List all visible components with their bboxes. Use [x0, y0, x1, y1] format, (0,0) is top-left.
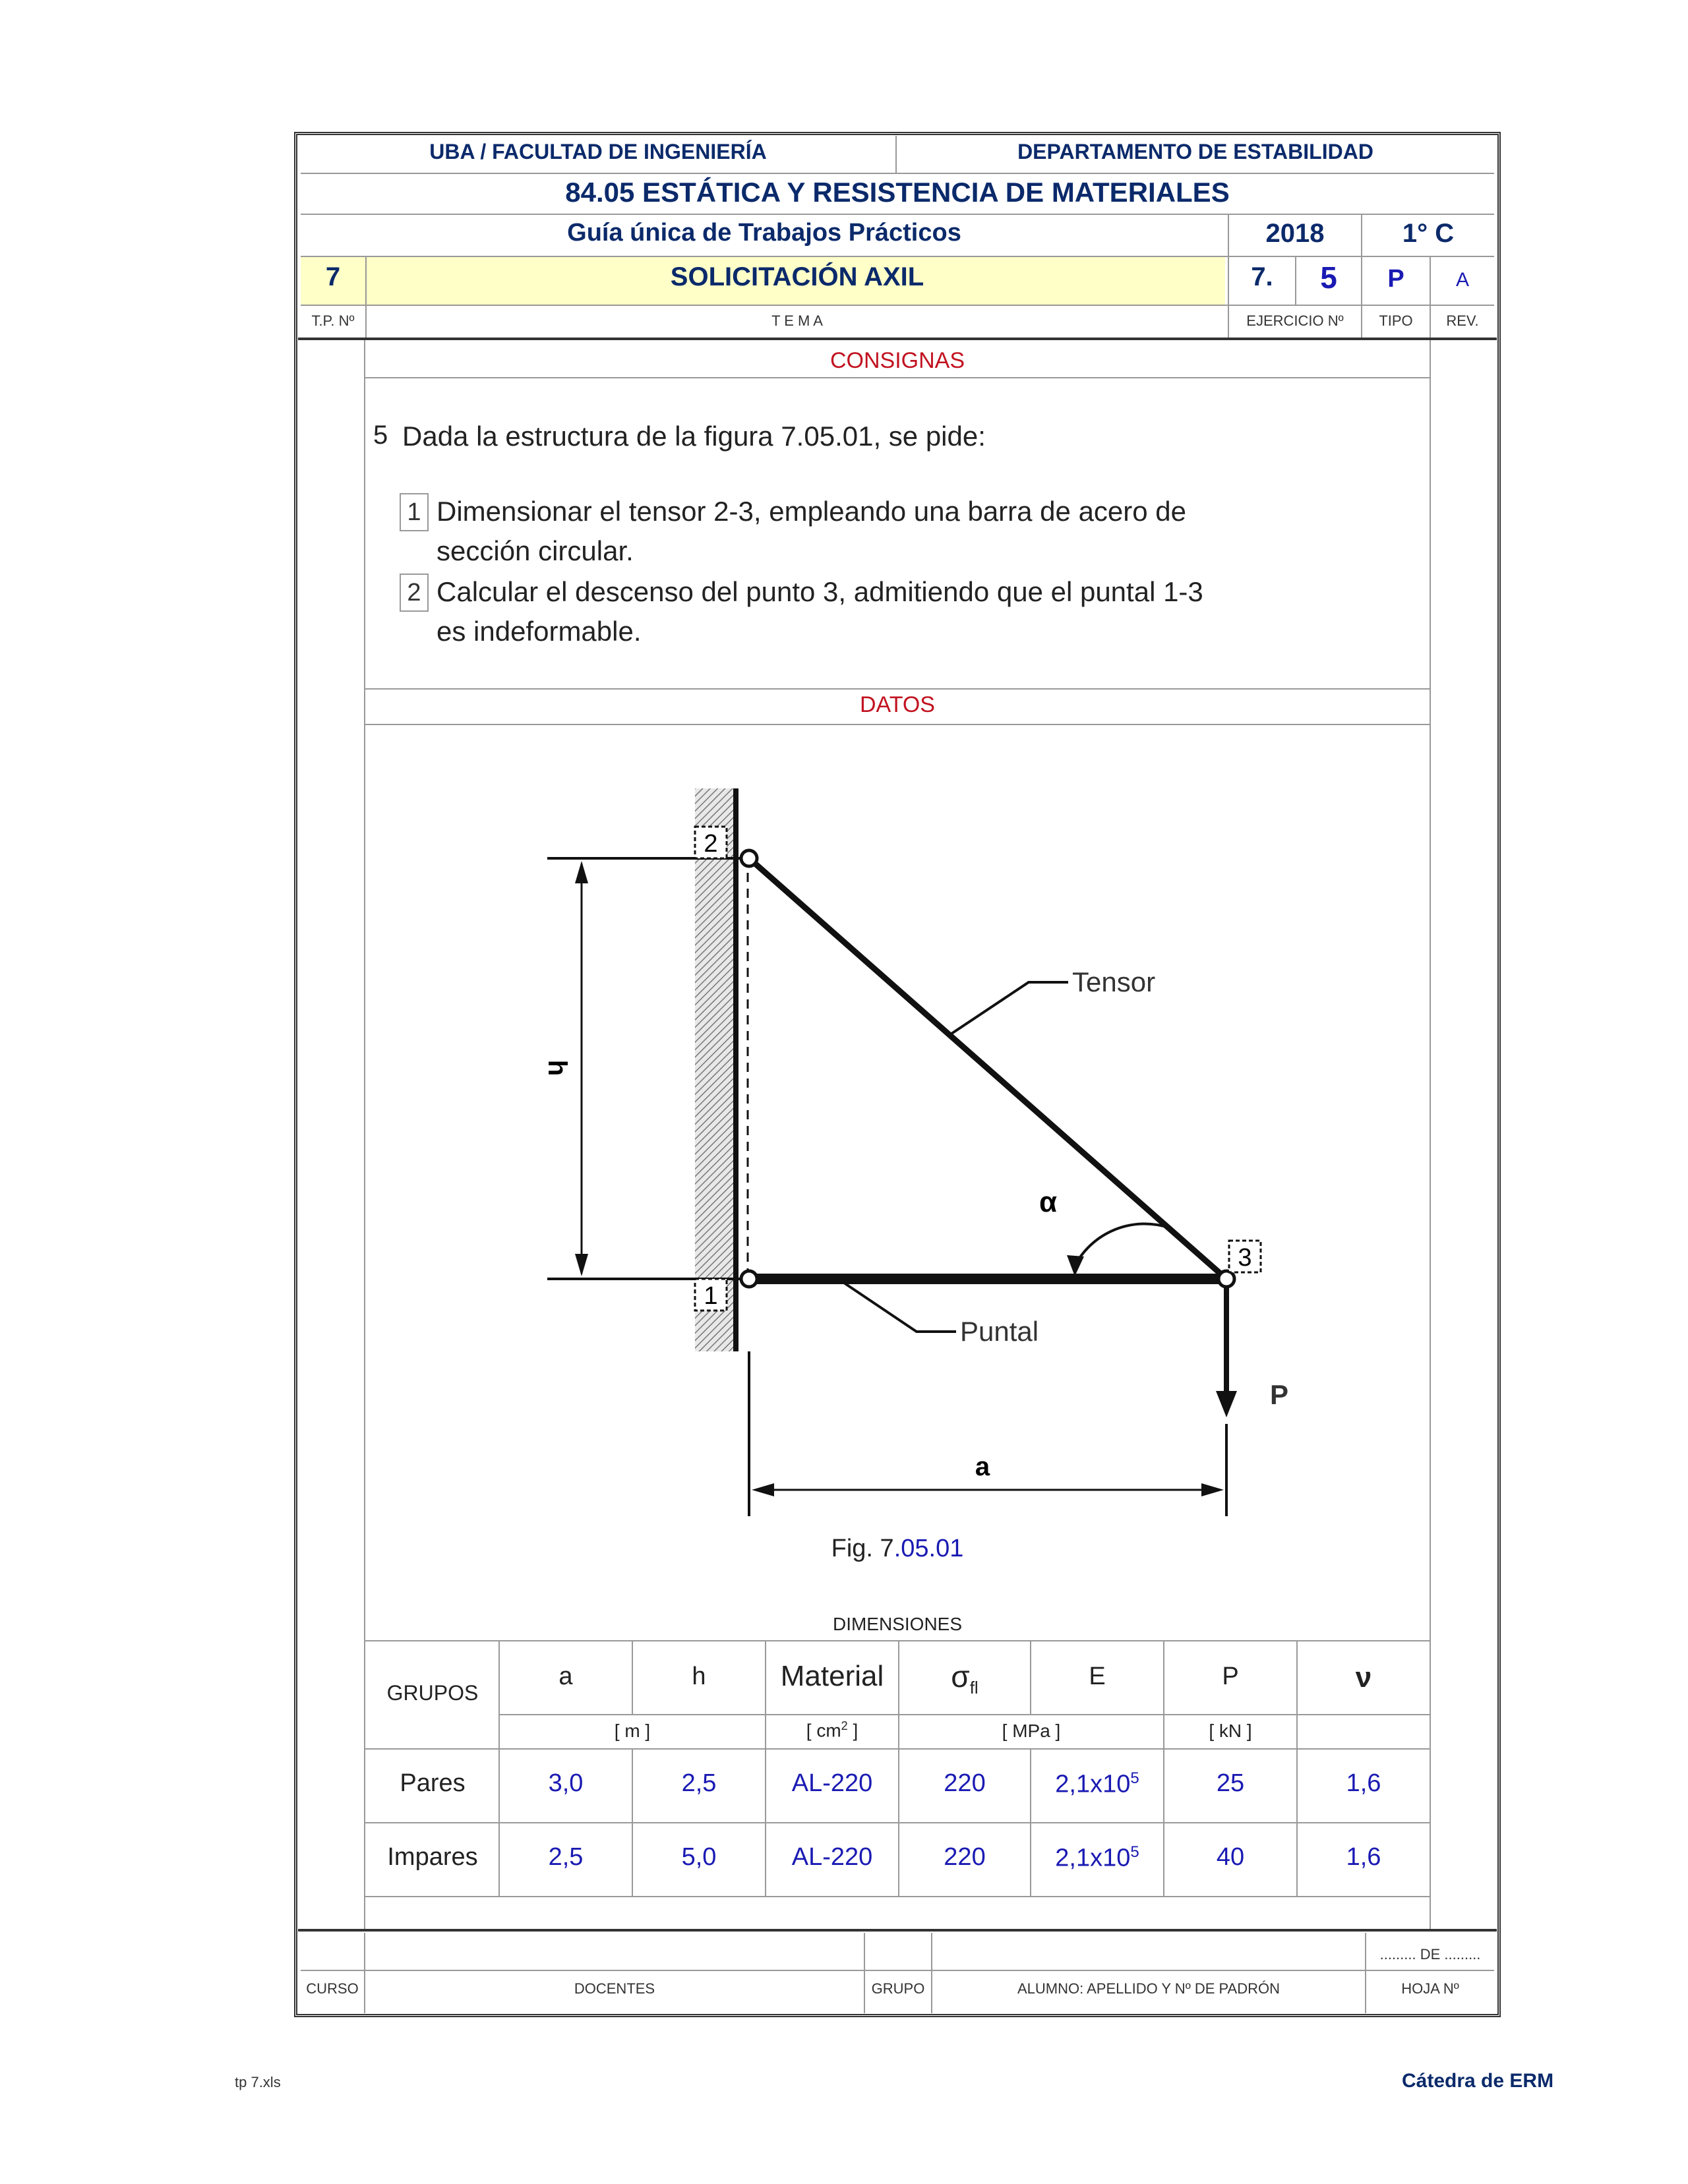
wall-hatch	[695, 788, 735, 1351]
table-title: DIMENSIONES	[832, 1614, 963, 1634]
unit-cm2	[766, 1719, 898, 1741]
node-2-hinge	[741, 850, 757, 866]
cell-sigma: 220	[944, 1843, 986, 1871]
catedra-label: Cátedra de ERM	[1402, 2070, 1554, 2092]
tensor-label: Tensor	[1072, 966, 1156, 997]
caption-suffix: .05.01	[893, 1535, 964, 1562]
tp-label: T.P. Nº	[311, 312, 355, 329]
cell-nu: 1,6	[1346, 1769, 1381, 1797]
unit-kn: [ kN ]	[1209, 1721, 1252, 1741]
exercise-prefix: 7.	[1251, 262, 1273, 291]
hoja-label: HOJA Nº	[1401, 1980, 1459, 1997]
th-grupos: GRUPOS	[386, 1681, 479, 1705]
node-1-hinge	[741, 1271, 757, 1287]
datos-heading: DATOS	[860, 692, 935, 717]
h-label: h	[543, 1059, 572, 1077]
cell-e-exp: 5	[1130, 1843, 1139, 1861]
item-2-line2: es indeformable.	[437, 616, 642, 647]
alpha-label: α	[1039, 1186, 1058, 1218]
tp-number: 7	[325, 262, 341, 291]
guide-title: Guía única de Trabajos Prácticos	[567, 219, 961, 247]
figure-caption	[365, 1535, 1430, 1563]
unit-cm2-sup: 2	[841, 1719, 848, 1732]
grupo-label: GRUPO	[871, 1980, 925, 1997]
curso-label: CURSO	[306, 1980, 359, 1997]
a-arrow-right	[1201, 1483, 1224, 1496]
th-h: h	[692, 1663, 706, 1690]
h-arrow-top	[575, 861, 588, 883]
cell-e-base: 2,1x10	[1055, 1844, 1131, 1872]
cell-e	[1031, 1843, 1163, 1873]
th-sigma	[899, 1659, 1030, 1698]
alpha-arrow	[1067, 1255, 1084, 1276]
cell-sigma: 220	[944, 1769, 986, 1797]
ejercicio-label: EJERCICIO Nº	[1246, 312, 1344, 329]
file-name: tp 7.xls	[235, 2074, 281, 2090]
item-2-line1: Calcular el descenso del punto 3, admitiendo que el puntal 1-3	[437, 576, 1203, 607]
th-material: Material	[780, 1660, 884, 1692]
load-label: P	[1270, 1379, 1289, 1410]
rev-label: REV.	[1446, 312, 1479, 329]
alumno-label: ALUMNO: APELLIDO Y Nº DE PADRÓN	[1017, 1980, 1281, 1997]
node-2-label: 2	[704, 830, 718, 858]
term: 1° C	[1402, 219, 1455, 248]
cell-p: 40	[1216, 1843, 1245, 1871]
node-1-label: 1	[704, 1282, 718, 1310]
puntal-label: Puntal	[960, 1316, 1039, 1347]
cell-e-exp: 5	[1130, 1769, 1139, 1787]
exercise-number: 5	[1320, 260, 1337, 295]
a-arrow-left	[752, 1483, 774, 1496]
item-1-line1: Dimensionar el tensor 2-3, empleando una barra de acero de	[437, 496, 1187, 527]
tipo-label: TIPO	[1379, 312, 1413, 329]
year: 2018	[1265, 219, 1325, 248]
structure-figure	[501, 758, 1332, 1536]
cell-h: 5,0	[681, 1843, 717, 1871]
item-1-number: 1	[400, 493, 429, 531]
cell-material: AL-220	[791, 1843, 873, 1871]
unit-mpa: [ MPa ]	[1002, 1721, 1061, 1741]
cell-h: 2,5	[681, 1769, 717, 1797]
a-label: a	[975, 1452, 990, 1481]
puntal-leader	[844, 1283, 956, 1332]
node-3-hinge	[1219, 1271, 1234, 1287]
item-2-number: 2	[400, 574, 429, 612]
intro-text: Dada la estructura de la figura 7.05.01, se pide:	[402, 421, 986, 452]
topic-title: SOLICITACIÓN AXIL	[670, 262, 924, 291]
row-group: Impares	[387, 1843, 478, 1871]
sheet-count: ......... DE .........	[1379, 1946, 1481, 1963]
load-arrowhead	[1216, 1391, 1237, 1417]
course-title: 84.05 ESTÁTICA Y RESISTENCIA DE MATERIALES	[565, 177, 1230, 208]
exercise-type: P	[1387, 265, 1404, 293]
unit-cm2-prefix: [ cm	[806, 1720, 841, 1741]
th-p: P	[1222, 1663, 1239, 1690]
tensor-bar	[749, 858, 1226, 1279]
department-label: DEPARTAMENTO DE ESTABILIDAD	[1017, 140, 1373, 163]
docentes-label: DOCENTES	[574, 1980, 655, 1997]
university-label: UBA / FACULTAD DE INGENIERÍA	[429, 140, 767, 163]
h-arrow-bottom	[575, 1254, 588, 1276]
alpha-arc	[1075, 1224, 1168, 1266]
th-e: E	[1089, 1663, 1106, 1690]
sigma-symbol: σ	[951, 1659, 970, 1694]
sigma-subscript: fl	[969, 1678, 979, 1698]
tema-label: T E M A	[771, 312, 823, 329]
consignas-heading: CONSIGNAS	[829, 348, 965, 373]
cell-p: 25	[1216, 1769, 1245, 1797]
unit-cm2-suffix: ]	[847, 1720, 859, 1741]
row-group: Pares	[400, 1769, 466, 1797]
cell-a: 3,0	[548, 1769, 584, 1797]
revision: A	[1455, 269, 1469, 291]
unit-m: [ m ]	[614, 1721, 651, 1741]
intro-number: 5	[373, 421, 388, 450]
cell-material: AL-220	[791, 1769, 873, 1797]
tensor-leader	[950, 982, 1068, 1035]
cell-e	[1031, 1769, 1163, 1799]
cell-a: 2,5	[548, 1843, 584, 1871]
th-nu: ν	[1355, 1661, 1372, 1694]
caption-prefix: Fig. 7	[831, 1535, 894, 1562]
cell-e-base: 2,1x10	[1055, 1770, 1131, 1798]
node-3-label: 3	[1238, 1244, 1252, 1272]
th-a: a	[558, 1663, 573, 1690]
item-1-line2: sección circular.	[437, 535, 634, 566]
cell-nu: 1,6	[1346, 1843, 1381, 1871]
